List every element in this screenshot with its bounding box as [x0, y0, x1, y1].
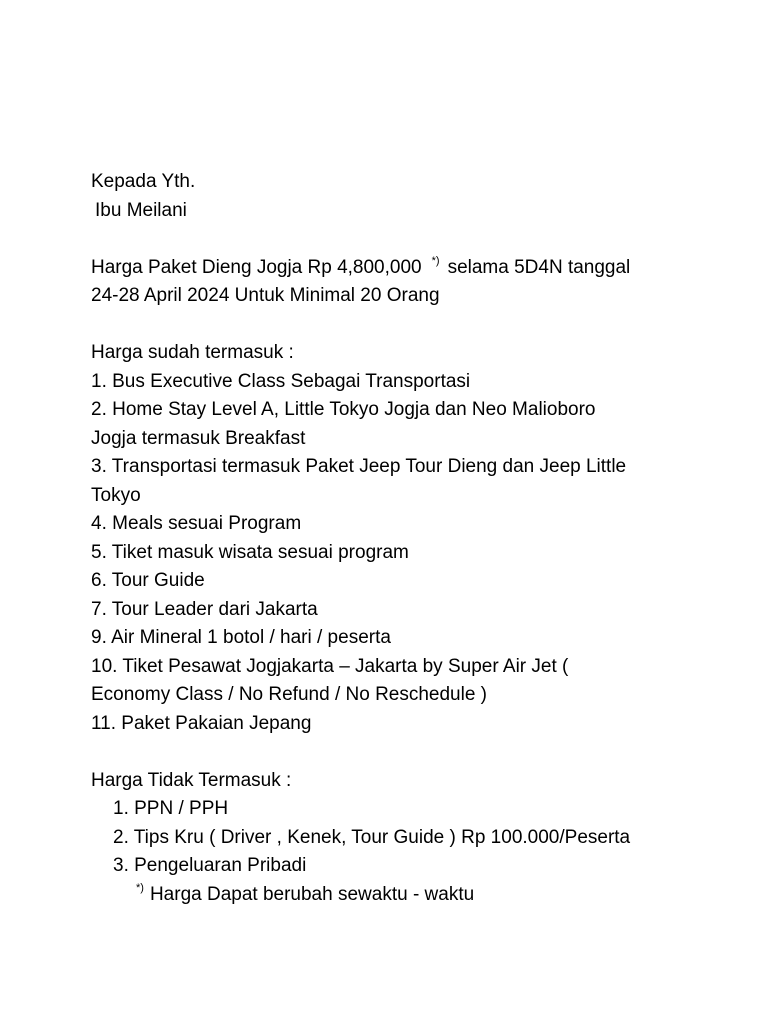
duration-text: selama 5D4N tanggal — [447, 256, 631, 278]
included-line: 9. Air Mineral 1 botol / hari / peserta — [91, 627, 391, 648]
recipient-name: Ibu Meilani — [95, 199, 187, 221]
included-line: 4. Meals sesuai Program — [91, 513, 302, 534]
footnote-text: Harga Dapat berubah sewaktu - waktu — [149, 883, 475, 905]
letter-body — [91, 168, 731, 909]
included-line: 2. Home Stay Level A, Little Tokyo Jogja dan Neo Malioboro — [91, 399, 596, 420]
price-text: Harga Paket Dieng Jogja Rp 4,800,000 — [91, 256, 422, 278]
included-line: 3. Transportasi termasuk Paket Jeep Tour Dieng dan Jeep Little — [91, 456, 627, 477]
included-line: 11. Paket Pakaian Jepang — [91, 712, 312, 734]
included-line: 7. Tour Leader dari Jakarta — [91, 598, 318, 620]
excluded-heading: Harga Tidak Termasuk : — [91, 769, 292, 791]
date-line: 24-28 April 2024 Untuk Minimal 20 Orang — [91, 285, 440, 306]
included-line: Jogja termasuk Breakfast — [91, 427, 306, 449]
price-line — [91, 254, 731, 283]
included-line: 10. Tiket Pesawat Jogjakarta – Jakarta by Super Air Jet ( — [91, 655, 569, 677]
excluded-item: 3. Pengeluaran Pribadi — [113, 855, 307, 876]
excluded-item: 2. Tips Kru ( Driver , Kenek, Tour Guide ) Rp 100.000/Peserta — [113, 826, 631, 848]
included-line: 5. Tiket masuk wisata sesuai program — [91, 541, 409, 563]
included-line: 1. Bus Executive Class Sebagai Transportasi — [91, 370, 471, 392]
price-footnote-mark: *) — [431, 254, 440, 267]
included-heading: Harga sudah termasuk : — [91, 342, 294, 363]
blank-line — [91, 311, 731, 340]
blank-line — [91, 225, 731, 254]
included-line: Economy Class / No Refund / No Reschedule ) — [91, 684, 488, 705]
included-line: 6. Tour Guide — [91, 570, 205, 591]
blank-line — [91, 738, 731, 767]
included-line: Tokyo — [91, 484, 141, 506]
salutation-line: Kepada Yth. — [91, 171, 196, 192]
excluded-item: 1. PPN / PPH — [113, 798, 229, 819]
footnote-mark: *) — [136, 881, 144, 894]
footnote-line — [91, 881, 731, 910]
